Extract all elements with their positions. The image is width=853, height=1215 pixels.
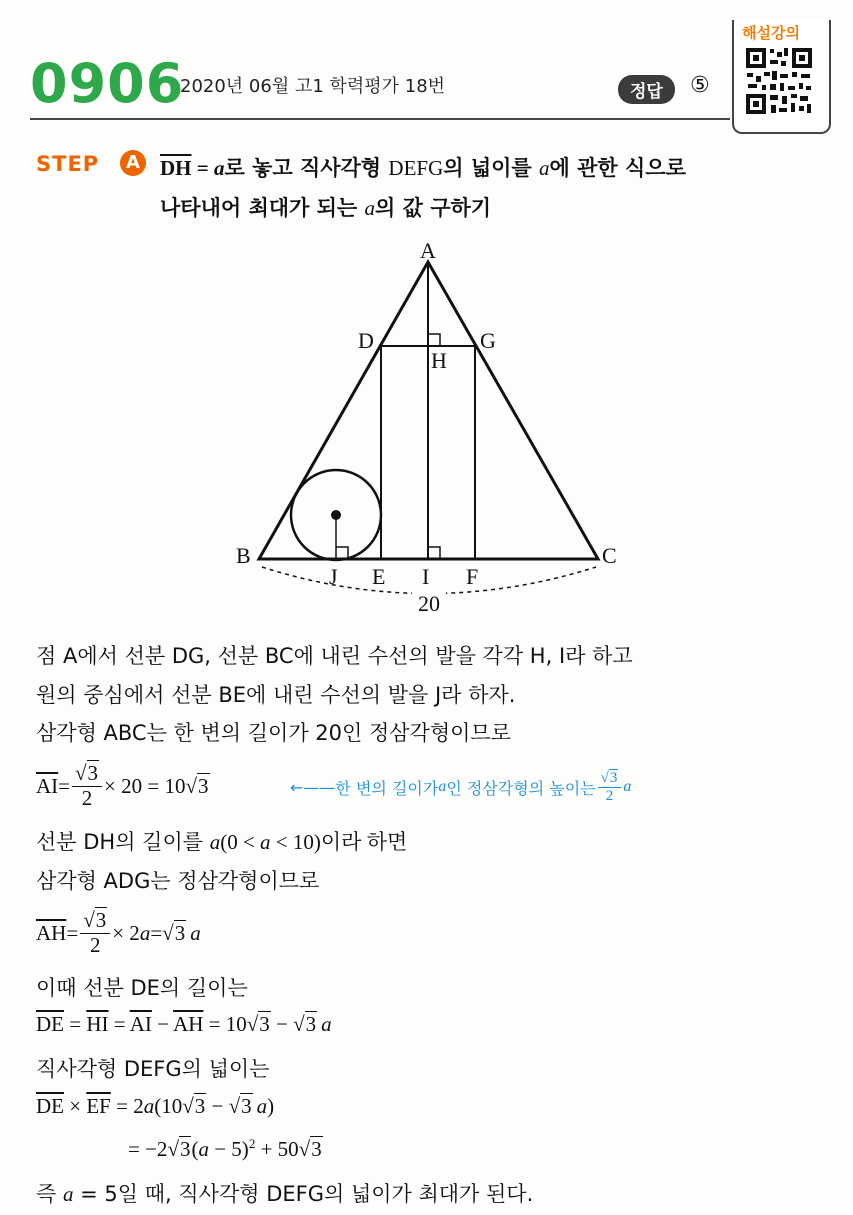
circle-center-point: [331, 510, 341, 520]
answer-badge: 정답: [618, 75, 675, 104]
solution-line-5: 삼각형 ADG는 정삼각형이므로: [36, 869, 320, 893]
header-divider: [30, 118, 730, 120]
side-note-height-formula: ←—— 한 변의 길이가 a 인 정삼각형의 높이는 $\frac{√3}{2}$ a: [290, 770, 632, 804]
label-a: A: [420, 238, 436, 263]
equation-area: $\overline{DE} \times \overline{EF} = 2a(10√3 - √3$ a): [36, 1094, 275, 1118]
solution-line-3: 삼각형 ABC는 한 변의 길이가 20인 정삼각형이므로: [36, 721, 511, 745]
problem-source: 2020년 06월 고1 학력평가 18번: [180, 76, 446, 97]
problem-number: 0906: [30, 52, 185, 115]
answer-value: ⑤: [690, 73, 710, 98]
equation-ai: $\overline{AI}$ = $\frac{√3}{2}$ × 20 = 10 √3: [36, 761, 209, 810]
equation-area-completed: = $-2√3(a - 5)^2 + 50√3$: [128, 1136, 322, 1161]
label-j: J: [329, 564, 338, 589]
label-d: D: [358, 328, 374, 353]
equation-ah: $\overline{AH}$ = $\frac{√3}{2}$ × 2 a = √3 a: [36, 908, 201, 957]
solution-line-2: 원의 중심에서 선분 BE에 내린 수선의 발을 J라 하자.: [36, 683, 516, 707]
base-length-label: 20: [418, 591, 440, 616]
lecture-label: 해설강의: [742, 24, 800, 42]
right-angle-j: [336, 547, 348, 559]
label-c: C: [602, 543, 617, 568]
step-heading-line2: 나타내어 최대가 되는 a의 값 구하기: [160, 196, 492, 220]
qr-code-icon[interactable]: [744, 46, 814, 116]
label-g: G: [480, 328, 496, 353]
right-angle-i: [428, 547, 440, 559]
label-f: F: [466, 564, 479, 589]
solution-line-6: 이때 선분 DE의 길이는: [36, 976, 248, 1000]
label-i: I: [422, 564, 430, 589]
label-h: H: [431, 348, 447, 373]
solution-line-7: 직사각형 DEFG의 넓이는: [36, 1057, 270, 1081]
step-heading-line1: $\overline{DH} = a$로 놓고 직사각형 DEFG의 넓이를 a에 관한 식으로: [160, 156, 686, 180]
solution-line-1: 점 A에서 선분 DG, 선분 BC에 내린 수선의 발을 각각 H, I라 하고: [36, 644, 633, 668]
triangle-diagram: [220, 230, 640, 625]
step-label: STEP: [36, 152, 100, 176]
right-angle-h: [428, 334, 440, 346]
step-letter-badge: A: [120, 150, 146, 176]
solution-line-4: 선분 DH의 길이를 a(0 < a < 10)이라 하면: [36, 830, 408, 854]
equation-de: $\overline{DE} = \overline{HI} = \overline{AI} - \overline{AH} = 10√3 - √3$ a: [36, 1012, 332, 1036]
label-e: E: [372, 564, 386, 589]
solution-conclusion: 즉 a = 5일 때, 직사각형 DEFG의 넓이가 최대가 된다.: [36, 1182, 534, 1206]
label-b: B: [236, 543, 251, 568]
